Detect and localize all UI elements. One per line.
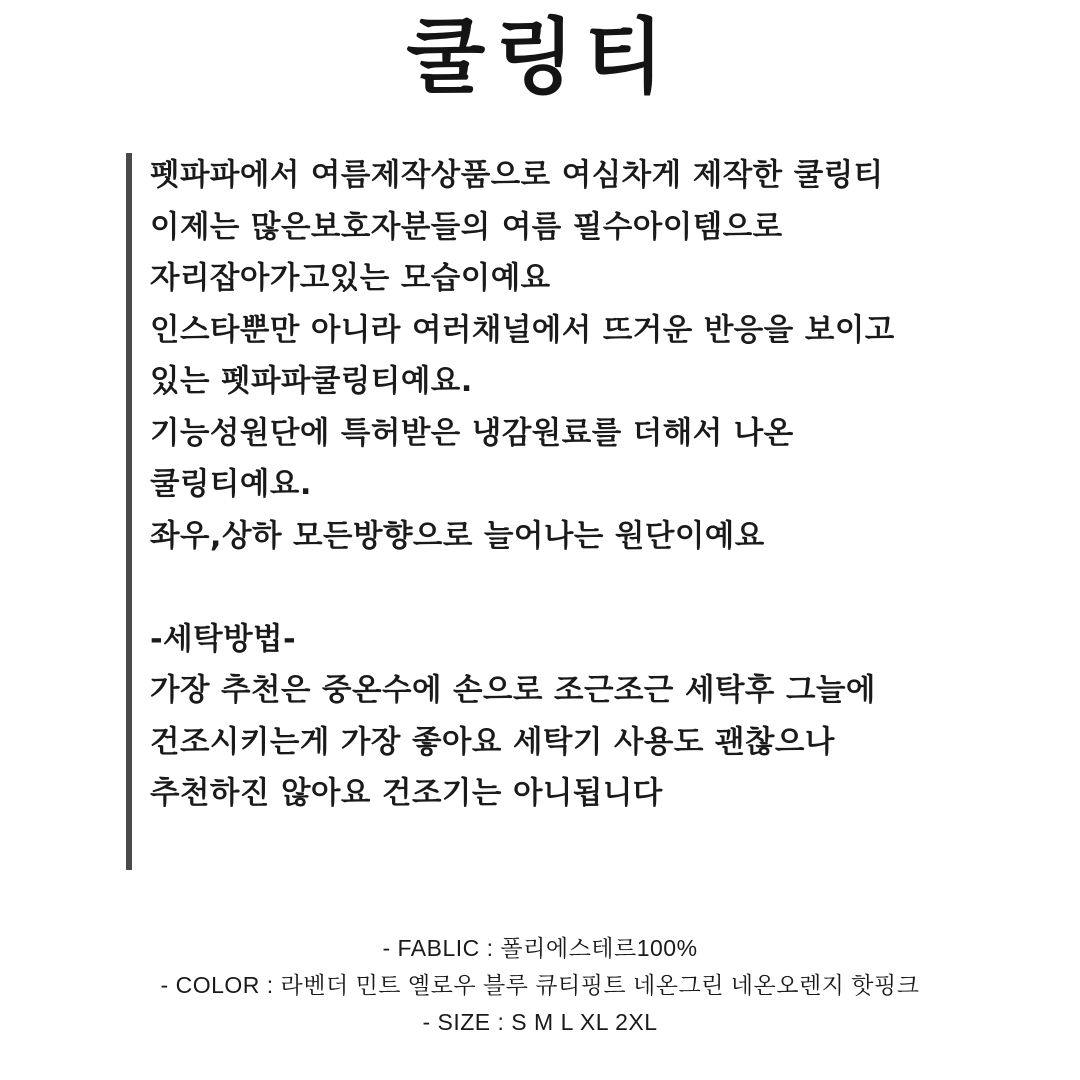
description-line: 이제는 많은보호자분들의 여름 필수아이템으로 — [150, 209, 783, 245]
washing-line: 건조시키는게 가장 좋아요 세탁기 사용도 괜찮으나 — [150, 724, 835, 760]
color-spec: - COLOR : 라벤더 민트 옐로우 블루 큐티핑트 네온그린 네온오렌지 핫핑크 — [160, 972, 920, 998]
washing-line: 가장 추천은 중온수에 손으로 조근조근 세탁후 그늘에 — [150, 673, 876, 708]
product-specs — [0, 930, 1080, 1041]
description-block — [150, 150, 1050, 820]
size-spec: - SIZE : S M L XL 2XL — [422, 1009, 658, 1035]
description-line: 쿨링티예요. — [150, 467, 312, 502]
description-line: 기능성원단에 특허받은 냉감원료를 더해서 나온 — [150, 415, 794, 451]
washing-heading: -세탁방법- — [150, 621, 297, 657]
description-line: 있는 펫파파쿨링티예요. — [150, 364, 473, 399]
description-line: 인스타뿐만 아니라 여러채널에서 뜨거운 반응을 보이고 — [150, 312, 895, 348]
quote-bar — [126, 153, 132, 870]
washing-line: 추천하진 않아요 건조기는 아니됩니다 — [150, 776, 663, 811]
spacer — [150, 562, 1050, 614]
product-title: 쿨링티 — [406, 10, 674, 105]
description-line: 펫파파에서 여름제작상품으로 여심차게 제작한 쿨링티 — [150, 158, 884, 193]
description-line: 자리잡아가고있는 모습이예요 — [150, 261, 551, 296]
description-line: 좌우,상하 모든방향으로 늘어나는 원단이예요 — [150, 518, 765, 554]
fabric-spec: - FABLIC : 폴리에스테르100% — [382, 935, 698, 961]
